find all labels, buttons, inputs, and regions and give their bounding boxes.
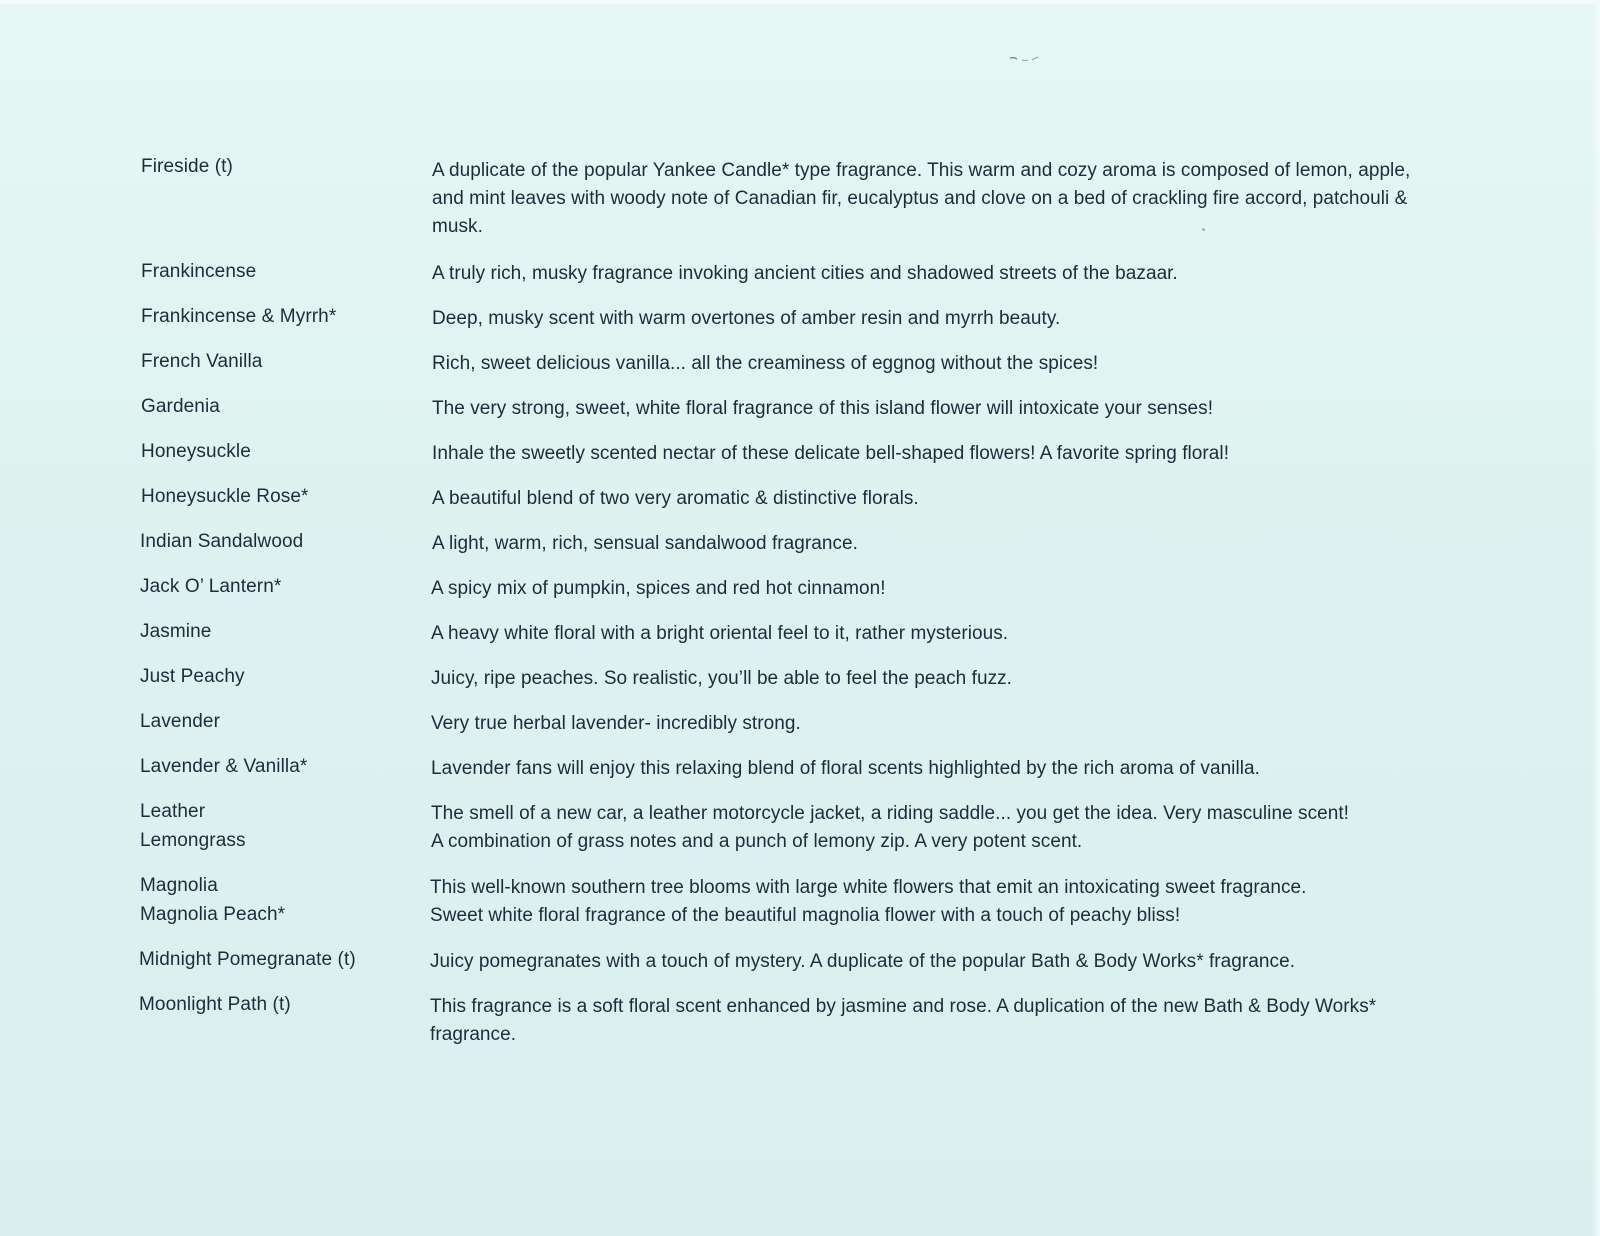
fragrance-description: Rich, sweet delicious vanilla... all the creaminess of eggnog without the spices! [432, 353, 1099, 374]
fragrance-name: Honeysuckle Rose* [141, 486, 309, 507]
fragrance-description: This fragrance is a soft floral scent enhanced by jasmine and rose. A duplication of the new Bath & Body Works* fragrance. [430, 996, 1377, 1045]
fragrance-name: Frankincense & Myrrh* [141, 306, 337, 327]
fragrance-name: Lemongrass [140, 830, 246, 851]
fragrance-description: A combination of grass notes and a punch of lemony zip. A very potent scent. [431, 831, 1083, 852]
fragrance-name: Lavender [140, 711, 221, 732]
fragrance-description: Sweet white floral fragrance of the beautiful magnolia flower with a touch of peachy bliss! [430, 905, 1181, 926]
fragrance-name: Jasmine [140, 621, 212, 642]
fragrance-name: Gardenia [141, 396, 220, 417]
fragrance-description: Deep, musky scent with warm overtones of amber resin and myrrh beauty. [432, 308, 1061, 329]
fragrance-name: Frankincense [141, 261, 257, 282]
fragrance-description: Juicy pomegranates with a touch of mystery. A duplicate of the popular Bath & Body Works* fragrance. [430, 951, 1296, 972]
fragrance-description: Juicy, ripe peaches. So realistic, you’ll be able to feel the peach fuzz. [431, 668, 1013, 689]
fragrance-name: Midnight Pomegranate (t) [139, 949, 356, 970]
fragrance-name: Lavender & Vanilla* [140, 756, 308, 777]
fragrance-name: Moonlight Path (t) [139, 994, 291, 1015]
fragrance-description: A light, warm, rich, sensual sandalwood fragrance. [432, 533, 858, 554]
fragrance-description: A beautiful blend of two very aromatic & distinctive florals. [432, 488, 919, 509]
fragrance-name: Magnolia Peach* [140, 904, 286, 925]
fragrance-description: The very strong, sweet, white floral fragrance of this island flower will intoxicate your senses! [432, 398, 1214, 419]
fragrance-name: Indian Sandalwood [140, 531, 304, 552]
fragrance-description: A duplicate of the popular Yankee Candle* type fragrance. This warm and cozy aroma is composed of lemon, apple, and mint leaves with woody note of Canadian fir, eucalyptus and clove on a bed of crackling fire accord, patchouli & musk. [432, 160, 1411, 237]
fragrance-name: French Vanilla [141, 351, 263, 372]
fragrance-name: Jack O’ Lantern* [140, 576, 282, 597]
fragrance-description: This well-known southern tree blooms with large white flowers that emit an intoxicating sweet fragrance. [430, 877, 1307, 898]
fragrance-description: Very true herbal lavender- incredibly strong. [431, 713, 801, 734]
fragrance-description: Lavender fans will enjoy this relaxing blend of floral scents highlighted by the rich aroma of vanilla. [431, 758, 1260, 779]
fragrance-description: The smell of a new car, a leather motorcycle jacket, a riding saddle... you get the idea. Very masculine scent! [431, 803, 1350, 824]
fragrance-description: A truly rich, musky fragrance invoking ancient cities and shadowed streets of the bazaar. [432, 263, 1178, 284]
fragrance-name: Magnolia [140, 875, 218, 896]
fragrance-name: Fireside (t) [141, 156, 233, 177]
fragrance-name: Honeysuckle [141, 441, 251, 462]
fragrance-description: A spicy mix of pumpkin, spices and red hot cinnamon! [431, 578, 886, 599]
fragrance-description: Inhale the sweetly scented nectar of these delicate bell-shaped flowers! A favorite spring floral! [432, 443, 1230, 464]
fragrance-description: A heavy white floral with a bright oriental feel to it, rather mysterious. [431, 623, 1009, 644]
fragrance-name: Leather [140, 801, 206, 822]
fragrance-name: Just Peachy [140, 666, 245, 687]
